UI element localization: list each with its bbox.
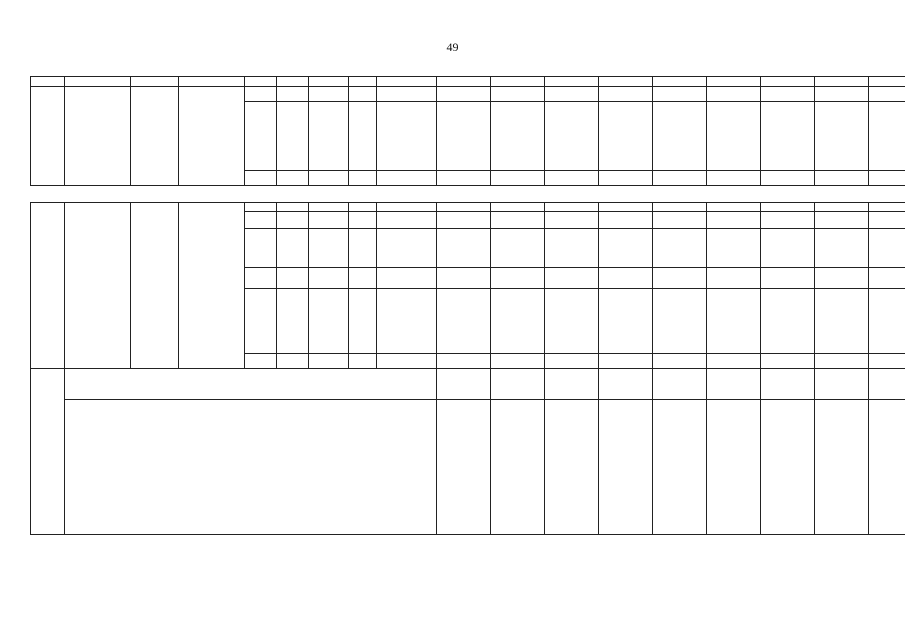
code-cell (245, 212, 277, 229)
value-cell (761, 229, 815, 268)
code-cell (245, 229, 277, 268)
value-cell (653, 102, 707, 171)
column-number (437, 77, 491, 87)
value-cell (869, 102, 905, 171)
column-number (179, 77, 245, 87)
value-cell (869, 171, 905, 186)
code-cell (309, 171, 349, 186)
funding-source (377, 102, 437, 171)
code-cell (309, 102, 349, 171)
value-cell (869, 268, 905, 289)
indicator-value (653, 369, 707, 400)
page-number: 49 (446, 40, 459, 54)
value-cell (491, 102, 545, 171)
value-cell (599, 203, 653, 212)
value-cell (599, 102, 653, 171)
value-cell (437, 203, 491, 212)
value-cell (707, 171, 761, 186)
measure-goal (131, 203, 179, 369)
indicator-value (707, 400, 761, 535)
code-cell (277, 102, 309, 171)
table-body (31, 77, 905, 535)
value-cell (761, 171, 815, 186)
value-cell (815, 87, 869, 102)
value-cell (869, 289, 905, 354)
code-cell (349, 212, 377, 229)
value-cell (707, 229, 761, 268)
indicator-text (65, 400, 437, 535)
indicator-value (761, 369, 815, 400)
code-cell (349, 229, 377, 268)
value-cell (761, 289, 815, 354)
value-cell (599, 171, 653, 186)
indicator-value (653, 400, 707, 535)
value-cell (437, 87, 491, 102)
code-cell (349, 171, 377, 186)
indicator-value (869, 400, 905, 535)
code-cell (277, 289, 309, 354)
indicator-value (761, 400, 815, 535)
code-cell (309, 289, 349, 354)
code-cell (309, 203, 349, 212)
value-cell (653, 171, 707, 186)
column-number (653, 77, 707, 87)
indicator-value (599, 369, 653, 400)
code-cell (277, 171, 309, 186)
table-row (31, 87, 905, 102)
value-cell (761, 203, 815, 212)
code-cell (245, 87, 277, 102)
value-cell (599, 87, 653, 102)
budget-table (30, 76, 905, 535)
code-cell (349, 354, 377, 369)
column-number (65, 77, 131, 87)
code-cell (277, 87, 309, 102)
value-cell (815, 289, 869, 354)
value-cell (599, 268, 653, 289)
value-cell (545, 212, 599, 229)
column-number (309, 77, 349, 87)
value-cell (437, 171, 491, 186)
indicator-row (31, 400, 905, 535)
value-cell (707, 212, 761, 229)
value-cell (707, 268, 761, 289)
value-cell (707, 354, 761, 369)
value-cell (437, 268, 491, 289)
column-number (31, 77, 65, 87)
responsible-executor (179, 203, 245, 369)
indicator-text (65, 369, 437, 400)
value-cell (437, 354, 491, 369)
value-cell (599, 289, 653, 354)
column-number (131, 77, 179, 87)
code-cell (309, 354, 349, 369)
value-cell (815, 354, 869, 369)
value-cell (491, 212, 545, 229)
column-number (761, 77, 815, 87)
value-cell (545, 229, 599, 268)
value-cell (707, 289, 761, 354)
indicator-value (545, 400, 599, 535)
indicator-value (491, 369, 545, 400)
empty-cell (179, 87, 245, 186)
funding-source (377, 229, 437, 268)
code-cell (309, 87, 349, 102)
value-cell (869, 354, 905, 369)
value-cell (707, 87, 761, 102)
value-cell (599, 212, 653, 229)
code-cell (245, 354, 277, 369)
code-cell (277, 354, 309, 369)
code-cell (277, 203, 309, 212)
column-number (815, 77, 869, 87)
funding-source (377, 171, 437, 186)
value-cell (815, 203, 869, 212)
indicator-value (869, 369, 905, 400)
indicator-value (707, 369, 761, 400)
value-cell (653, 87, 707, 102)
code-cell (277, 212, 309, 229)
value-cell (815, 102, 869, 171)
value-cell (653, 203, 707, 212)
indicator-value (599, 400, 653, 535)
code-cell (349, 87, 377, 102)
value-cell (437, 289, 491, 354)
indicator-row (31, 369, 905, 400)
indicator-value (491, 400, 545, 535)
code-cell (277, 229, 309, 268)
value-cell (545, 354, 599, 369)
value-cell (869, 229, 905, 268)
value-cell (761, 102, 815, 171)
indicator-label (31, 369, 65, 535)
indicator-value (815, 400, 869, 535)
column-number (277, 77, 309, 87)
value-cell (761, 87, 815, 102)
goal-row (31, 186, 905, 203)
value-cell (599, 229, 653, 268)
value-cell (545, 289, 599, 354)
column-number (545, 77, 599, 87)
value-cell (653, 229, 707, 268)
column-number (707, 77, 761, 87)
value-cell (707, 102, 761, 171)
value-cell (491, 354, 545, 369)
code-cell (349, 102, 377, 171)
value-cell (545, 102, 599, 171)
code-cell (349, 268, 377, 289)
value-cell (869, 87, 905, 102)
column-number (869, 77, 905, 87)
funding-source (377, 289, 437, 354)
funding-source (377, 268, 437, 289)
code-cell (245, 203, 277, 212)
indicator-value (815, 369, 869, 400)
value-cell (545, 87, 599, 102)
measure-name (65, 87, 131, 186)
measure-name (65, 203, 131, 369)
header-row (31, 77, 905, 87)
empty-cell (31, 87, 65, 186)
code-cell (245, 102, 277, 171)
value-cell (437, 212, 491, 229)
value-cell (815, 212, 869, 229)
value-cell (653, 268, 707, 289)
value-cell (437, 102, 491, 171)
indicator-value (545, 369, 599, 400)
goal-title (31, 186, 905, 203)
value-cell (491, 171, 545, 186)
code-cell (309, 229, 349, 268)
value-cell (707, 203, 761, 212)
code-cell (349, 289, 377, 354)
table-row (31, 203, 905, 212)
code-cell (309, 268, 349, 289)
column-number (245, 77, 277, 87)
value-cell (545, 171, 599, 186)
code-cell (349, 203, 377, 212)
code-cell (245, 171, 277, 186)
value-cell (491, 268, 545, 289)
empty-cell (131, 87, 179, 186)
value-cell (653, 289, 707, 354)
value-cell (491, 87, 545, 102)
value-cell (491, 203, 545, 212)
value-cell (761, 212, 815, 229)
value-cell (815, 171, 869, 186)
funding-source (377, 212, 437, 229)
value-cell (545, 203, 599, 212)
value-cell (761, 354, 815, 369)
column-number (377, 77, 437, 87)
column-number (491, 77, 545, 87)
value-cell (815, 268, 869, 289)
column-number (599, 77, 653, 87)
code-cell (245, 289, 277, 354)
code-cell (309, 212, 349, 229)
value-cell (761, 268, 815, 289)
value-cell (545, 268, 599, 289)
indicator-value (437, 400, 491, 535)
funding-source (377, 203, 437, 212)
value-cell (653, 354, 707, 369)
code-cell (245, 268, 277, 289)
indicator-value (437, 369, 491, 400)
code-cell (277, 268, 309, 289)
value-cell (599, 354, 653, 369)
value-cell (491, 229, 545, 268)
funding-source (377, 87, 437, 102)
value-cell (653, 212, 707, 229)
value-cell (869, 212, 905, 229)
measure-number (31, 203, 65, 369)
funding-source (377, 354, 437, 369)
value-cell (815, 229, 869, 268)
column-number (349, 77, 377, 87)
value-cell (491, 289, 545, 354)
value-cell (869, 203, 905, 212)
value-cell (437, 229, 491, 268)
